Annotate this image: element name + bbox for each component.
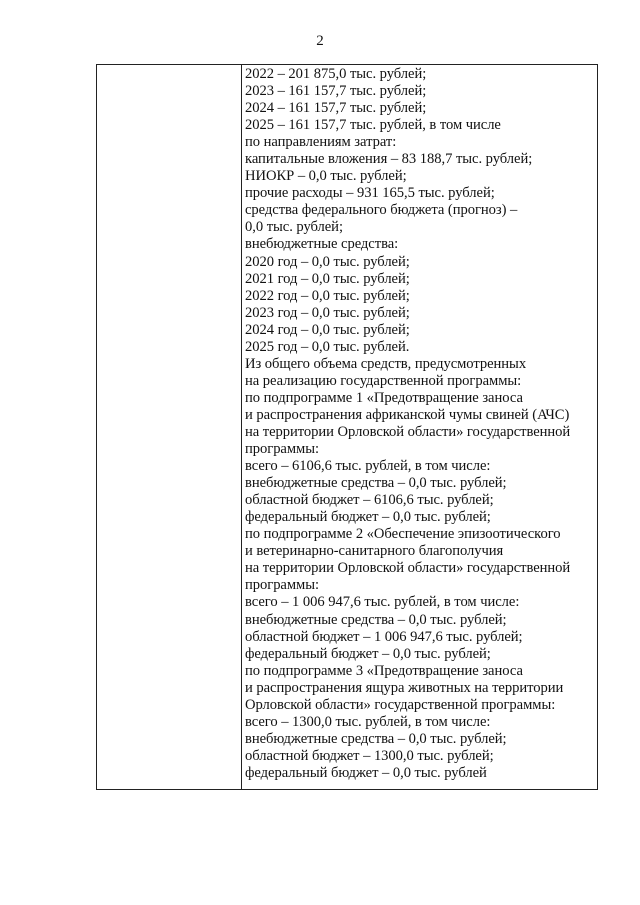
text-line: внебюджетные средства – 0,0 тыс. рублей; [245,730,507,747]
text-line: программы: [245,577,319,594]
text-line: 2022 – 201 875,0 тыс. рублей; [245,66,427,82]
text-line: Орловской области» государственной программы: [245,696,556,713]
text-line: областной бюджет – 1300,0 тыс. рублей; [245,747,494,764]
text-line: по направлениям затрат: [245,134,397,151]
text-line: программы: [245,441,319,458]
text-line: 2024 – 161 157,7 тыс. рублей; [245,100,427,117]
column-divider [241,65,242,789]
text-line: федеральный бюджет – 0,0 тыс. рублей [245,764,487,781]
text-line: внебюджетные средства – 0,0 тыс. рублей; [245,475,507,492]
text-line: по подпрограмме 3 «Предотвращение заноса [245,662,523,679]
text-line: 2024 год – 0,0 тыс. рублей; [245,321,410,338]
text-line: внебюджетные средства: [245,236,399,253]
text-line: капитальные вложения – 83 188,7 тыс. рублей; [245,151,533,168]
text-line: 2025 год – 0,0 тыс. рублей. [245,338,410,355]
text-line: НИОКР – 0,0 тыс. рублей; [245,168,407,185]
text-line: 2025 – 161 157,7 тыс. рублей, в том числе [245,117,501,134]
text-line: 2022 год – 0,0 тыс. рублей; [245,287,410,304]
text-line: Из общего объема средств, предусмотренных [245,355,527,372]
text-line: всего – 1 006 947,6 тыс. рублей, в том числе: [245,594,520,611]
text-line: всего – 6106,6 тыс. рублей, в том числе: [245,458,491,475]
document-table [96,64,598,790]
text-line: и распространения ящура животных на территории [245,679,564,696]
text-line: и распространения африканской чумы свиней (АЧС) [245,406,570,423]
page-number: 2 [316,33,324,49]
text-line: по подпрограмме 2 «Обеспечение эпизоотического [245,526,561,543]
text-line: 2023 – 161 157,7 тыс. рублей; [245,83,427,100]
table-left-cell [97,65,241,789]
text-line: на территории Орловской области» государственной [245,560,571,577]
text-line: всего – 1300,0 тыс. рублей, в том числе: [245,713,491,730]
text-line: на территории Орловской области» государственной [245,423,571,440]
text-line: 0,0 тыс. рублей; [245,219,343,236]
text-line: федеральный бюджет – 0,0 тыс. рублей; [245,645,491,662]
text-line: областной бюджет – 1 006 947,6 тыс. рублей; [245,628,523,645]
text-line: на реализацию государственной программы: [245,372,522,389]
table-right-cell [245,66,595,782]
text-line: 2023 год – 0,0 тыс. рублей; [245,304,410,321]
text-line: федеральный бюджет – 0,0 тыс. рублей; [245,509,491,526]
text-line: средства федерального бюджета (прогноз) – [245,202,518,219]
text-line: областной бюджет – 6106,6 тыс. рублей; [245,492,494,509]
text-line: внебюджетные средства – 0,0 тыс. рублей; [245,611,507,628]
text-line: прочие расходы – 931 165,5 тыс. рублей; [245,185,495,202]
text-line: и ветеринарно-санитарного благополучия [245,543,504,560]
text-line: 2021 год – 0,0 тыс. рублей; [245,270,410,287]
text-line: по подпрограмме 1 «Предотвращение заноса [245,389,523,406]
text-line: 2020 год – 0,0 тыс. рублей; [245,253,410,270]
